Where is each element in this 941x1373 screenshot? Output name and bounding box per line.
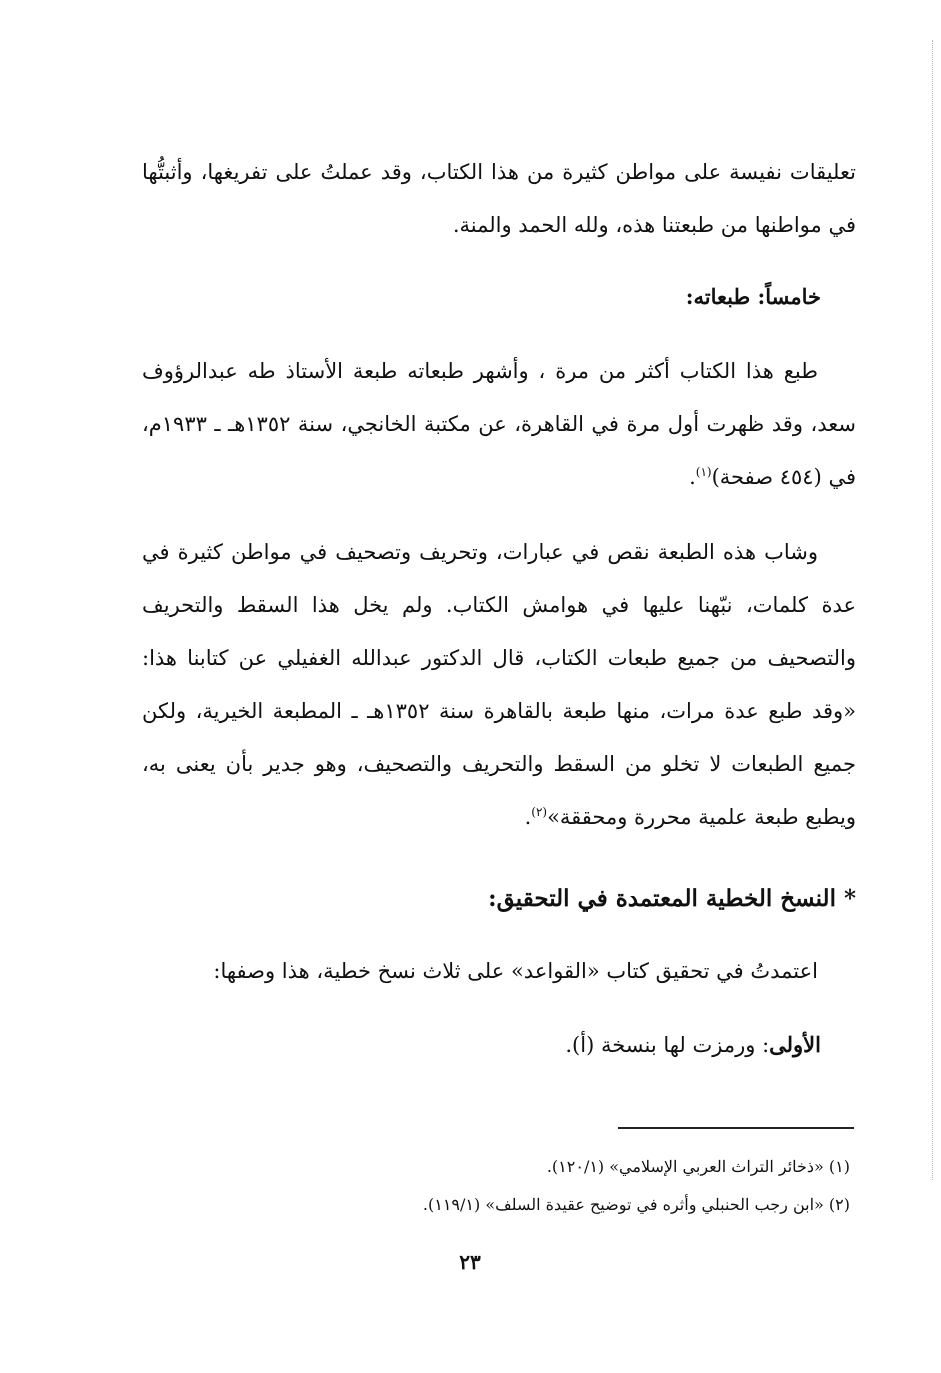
- footnote-2: (٢) «ابن رجب الحنبلي وأثره في توضيح عقيدة السلف» (١١٩/١).: [422, 1195, 850, 1214]
- paragraph-1: [142, 146, 856, 252]
- paragraph-2-end: .: [689, 465, 696, 489]
- paragraph-4: [142, 943, 856, 999]
- paragraph-5-lead: الأولى: [769, 1032, 821, 1057]
- section-heading-manuscripts: [488, 876, 856, 922]
- paragraph-3-text: وشاب هذه الطبعة نقص في عبارات، وتحريف وتصحيف في مواطن كثيرة في عدة كلمات، نبّهنا عليها في هوامش الكتاب. ولم يخل هذا السقط والتحريف والتصحيف من جميع طبعات الكتاب، قال الدكتور عبدالله الغفيلي عن كتابنا هذا: «وقد طبع عدة مرات، منها طبعة بالقاهرة سنة ١٣٥٢هـ ـ المطبعة الخيرية، ولكن جميع الطبعات لا تخلو من السقط والتحريف والتصحيف، وهو جدير بأن يعنى به، ويطبع طبعة علمية محررة ومحققة»: [142, 540, 857, 829]
- paragraph-3-body: [142, 526, 856, 844]
- page-number: ٢٣: [459, 1250, 481, 1274]
- footnote-ref-2[interactable]: (٢): [531, 805, 548, 819]
- paragraph-4-text: اعتمدتُ في تحقيق كتاب «القواعد» على ثلاث نسخ خطية، هذا وصفها:: [213, 959, 818, 983]
- asterisk-bullet: *: [843, 885, 856, 912]
- paragraph-3-end: .: [524, 805, 532, 829]
- paragraph-5: [565, 1022, 821, 1068]
- paragraph-2-body: [142, 345, 856, 504]
- section-heading-editions: خامساً: طبعاته:: [685, 284, 821, 309]
- paragraph-1-text: تعليقات نفيسة على مواطن كثيرة من هذا الكتاب، وقد عملتُ على تفريغها، وأثبتُّها في مواطنها من طبعتنا هذه، ولله الحمد والمنة.: [142, 160, 856, 237]
- section-heading-manuscripts-text: النسخ الخطية المعتمدة في التحقيق:: [488, 885, 836, 912]
- footnote-separator: [618, 1127, 854, 1129]
- paragraph-2-text: طبع هذا الكتاب أكثر من مرة ، وأشهر طبعاته طبعة الأستاذ طه عبدالرؤوف سعد، وقد ظهرت أول مرة في القاهرة، عن مكتبة الخانجي، سنة ١٣٥٢هـ ـ ١٩٣٣م، في (٤٥٤ صفحة): [142, 359, 856, 489]
- footnotes: [200, 1148, 850, 1224]
- paragraph-2: [142, 345, 856, 504]
- footnote-ref-1[interactable]: (١): [695, 465, 712, 479]
- paragraph-3: [142, 526, 856, 844]
- footnote-1: (١) «ذخائر التراث العربي الإسلامي» (١٢٠/١).: [546, 1157, 850, 1176]
- paragraph-5-text: : ورمزت لها بنسخة (أ).: [565, 1033, 770, 1057]
- page-edge-line: [932, 40, 933, 1180]
